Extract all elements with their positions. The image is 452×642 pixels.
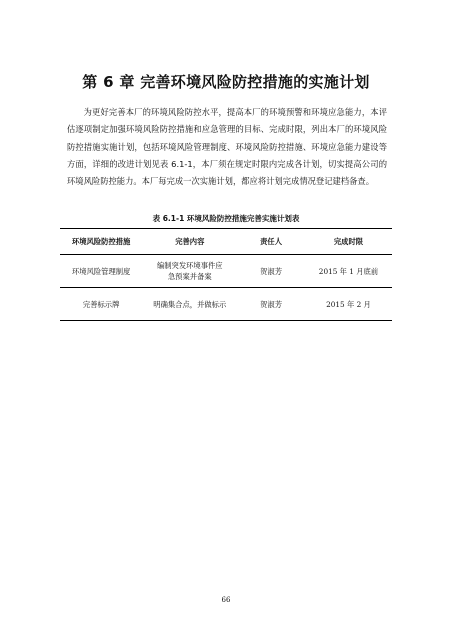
cell-deadline: 2015 年 1 月底前 xyxy=(305,255,392,288)
cell-deadline: 2015 年 2 月 xyxy=(305,288,392,321)
chapter-title: 第 6 章 完善环境风险防控措施的实施计划 xyxy=(82,73,370,91)
cell-content: 编制突发环境事件应急预案并备案 xyxy=(142,255,237,288)
table-caption: 表 6.1-1 环境风险防控措施完善实施计划表 xyxy=(152,214,300,223)
header-responsible: 责任人 xyxy=(237,229,305,255)
header-content: 完善内容 xyxy=(142,229,237,255)
table-row xyxy=(60,255,392,288)
header-measure: 环境风险防控措施 xyxy=(60,229,142,255)
cell-responsible: 贺淑芳 xyxy=(237,255,305,288)
table-header-row xyxy=(60,229,392,255)
cell-measure: 环境风险管理制度 xyxy=(60,255,142,288)
table-row xyxy=(60,288,392,321)
cell-content: 明确集合点，并做标示 xyxy=(142,288,237,321)
body-paragraph: 为更好完善本厂的环境风险防控水平，提高本厂的环境预警和环境应急能力，本评估逐项制定加强环境风险防控措施和应急管理的目标、完成时限，列出本厂的环境风险防控措施实施计划，包括环境风险管理制度、环境风险防控措施、环境应急能力建设等方面，详细的改进计划见表 6.1-1，本厂须在规定时限内完成各计划，切实提高公司的环境风险防控能力。本厂每完成一次实施计划，都应将计划完成情况登记建档备查。 xyxy=(67,107,387,187)
cell-responsible: 贺淑芳 xyxy=(237,288,305,321)
page-number: 66 xyxy=(221,596,231,604)
header-deadline: 完成时限 xyxy=(305,229,392,255)
cell-measure: 完善标示牌 xyxy=(60,288,142,321)
implementation-plan-table xyxy=(60,228,392,321)
